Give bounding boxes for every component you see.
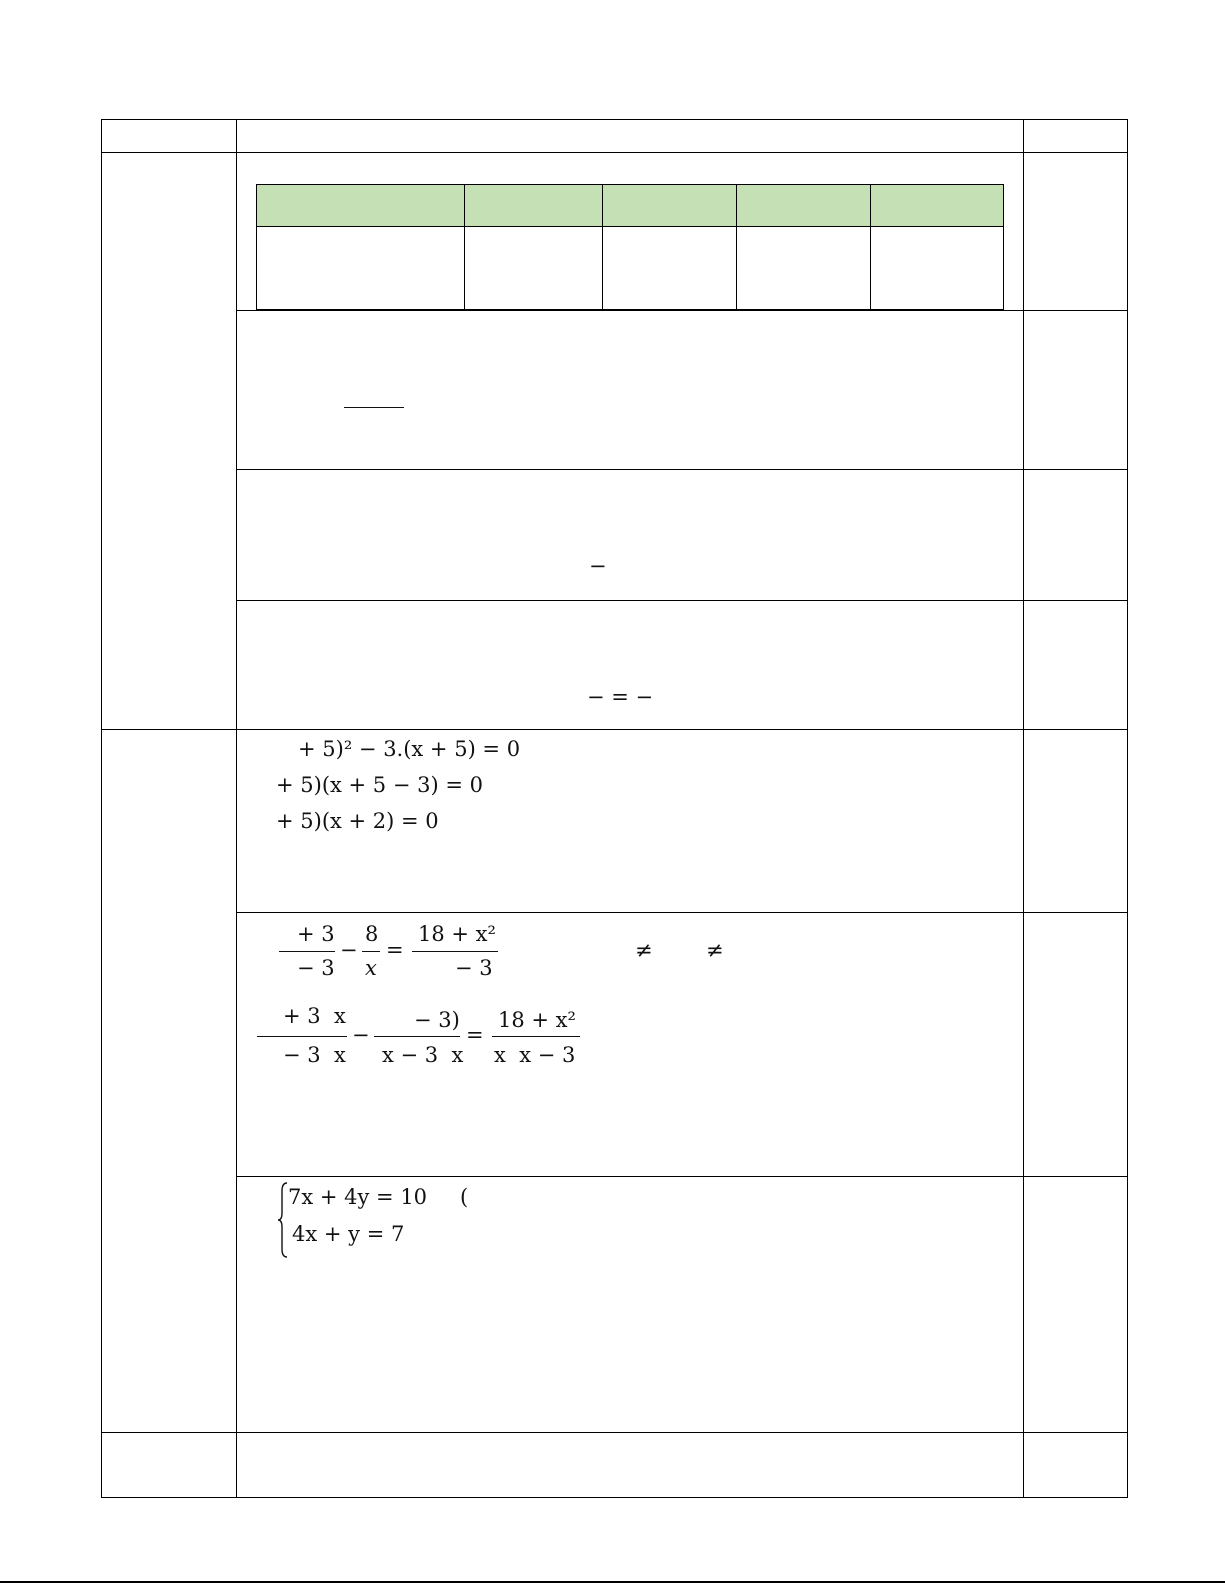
eq1-fraction-bar-3 [412,951,498,952]
row1-sub2-bottom [236,469,1128,470]
inner-table-left [256,184,257,310]
table-divider-col2 [1023,119,1024,1498]
eq2-denominator-3: x x − 3 [494,1043,576,1067]
row2-sub1-bottom [236,912,1128,913]
inner-table-header-bottom [256,226,1004,227]
eq2-fraction-bar-3 [492,1036,580,1037]
eq1-denominator-1: − 3 [297,956,335,980]
eq2-numerator-1: + 3 x [283,1004,346,1028]
eq2-numerator-3: 18 + x² [498,1008,576,1032]
eq1-denominator-2: x [365,956,377,980]
eq1-condition-neq-2: ≠ [706,938,724,962]
row1-sub1-bottom [236,310,1128,311]
row2-bottom [101,1432,1128,1433]
table-border-top [101,119,1128,120]
eq1-denominator-3: − 3 [455,956,493,980]
inner-table-bottom [256,309,1004,310]
row2a-line2: + 5)(x + 5 − 3) = 0 [276,773,483,797]
page-bottom-rule [0,1581,1225,1583]
table-border-right [1127,119,1128,1498]
inner-table-header-fill [257,184,1003,226]
eq1-equals: = [386,938,404,962]
table-divider-col1 [236,119,237,1498]
inner-table-top [256,184,1004,185]
eq1-operator-minus: − [340,938,358,962]
eq1-condition-neq-1: ≠ [635,938,653,962]
row1-sub3-expression: − [589,554,607,578]
eq1-fraction-bar-2 [362,951,380,952]
row1-sub4-expression: − = − [587,685,654,709]
row1-bottom [101,729,1128,730]
inner-table-col3 [736,184,737,310]
table-border-bottom [101,1497,1128,1498]
eq2-fraction-bar-2 [374,1036,460,1037]
row1-sub2-fraction-bar [344,407,404,408]
inner-table-col1 [464,184,465,310]
eq2-operator-minus: − [352,1023,370,1047]
system-equation-1: 7x + 4y = 10 [288,1185,428,1209]
inner-table-right [1003,184,1004,310]
row2a-line3: + 5)(x + 2) = 0 [276,809,439,833]
system-label-paren: ( [460,1185,469,1209]
eq2-fraction-bar-1 [257,1036,347,1037]
system-equation-2: 4x + y = 7 [292,1222,405,1246]
eq1-numerator-2: 8 [365,922,379,946]
row1-sub3-bottom [236,600,1128,601]
eq1-numerator-1: + 3 [297,922,335,946]
inner-table-col4 [870,184,871,310]
row2-sub2-bottom [236,1176,1128,1177]
eq2-denominator-1: − 3 x [283,1043,346,1067]
eq2-equals: = [466,1023,484,1047]
header-row-bottom [101,152,1128,153]
eq1-numerator-3: 18 + x² [418,922,496,946]
eq2-numerator-2: − 3) [414,1008,460,1032]
row2a-line1: + 5)² − 3.(x + 5) = 0 [298,737,521,761]
eq1-fraction-bar-1 [279,951,335,952]
inner-table-col2 [602,184,603,310]
table-border-left [101,119,102,1498]
eq2-denominator-2: x − 3 x [382,1043,464,1067]
